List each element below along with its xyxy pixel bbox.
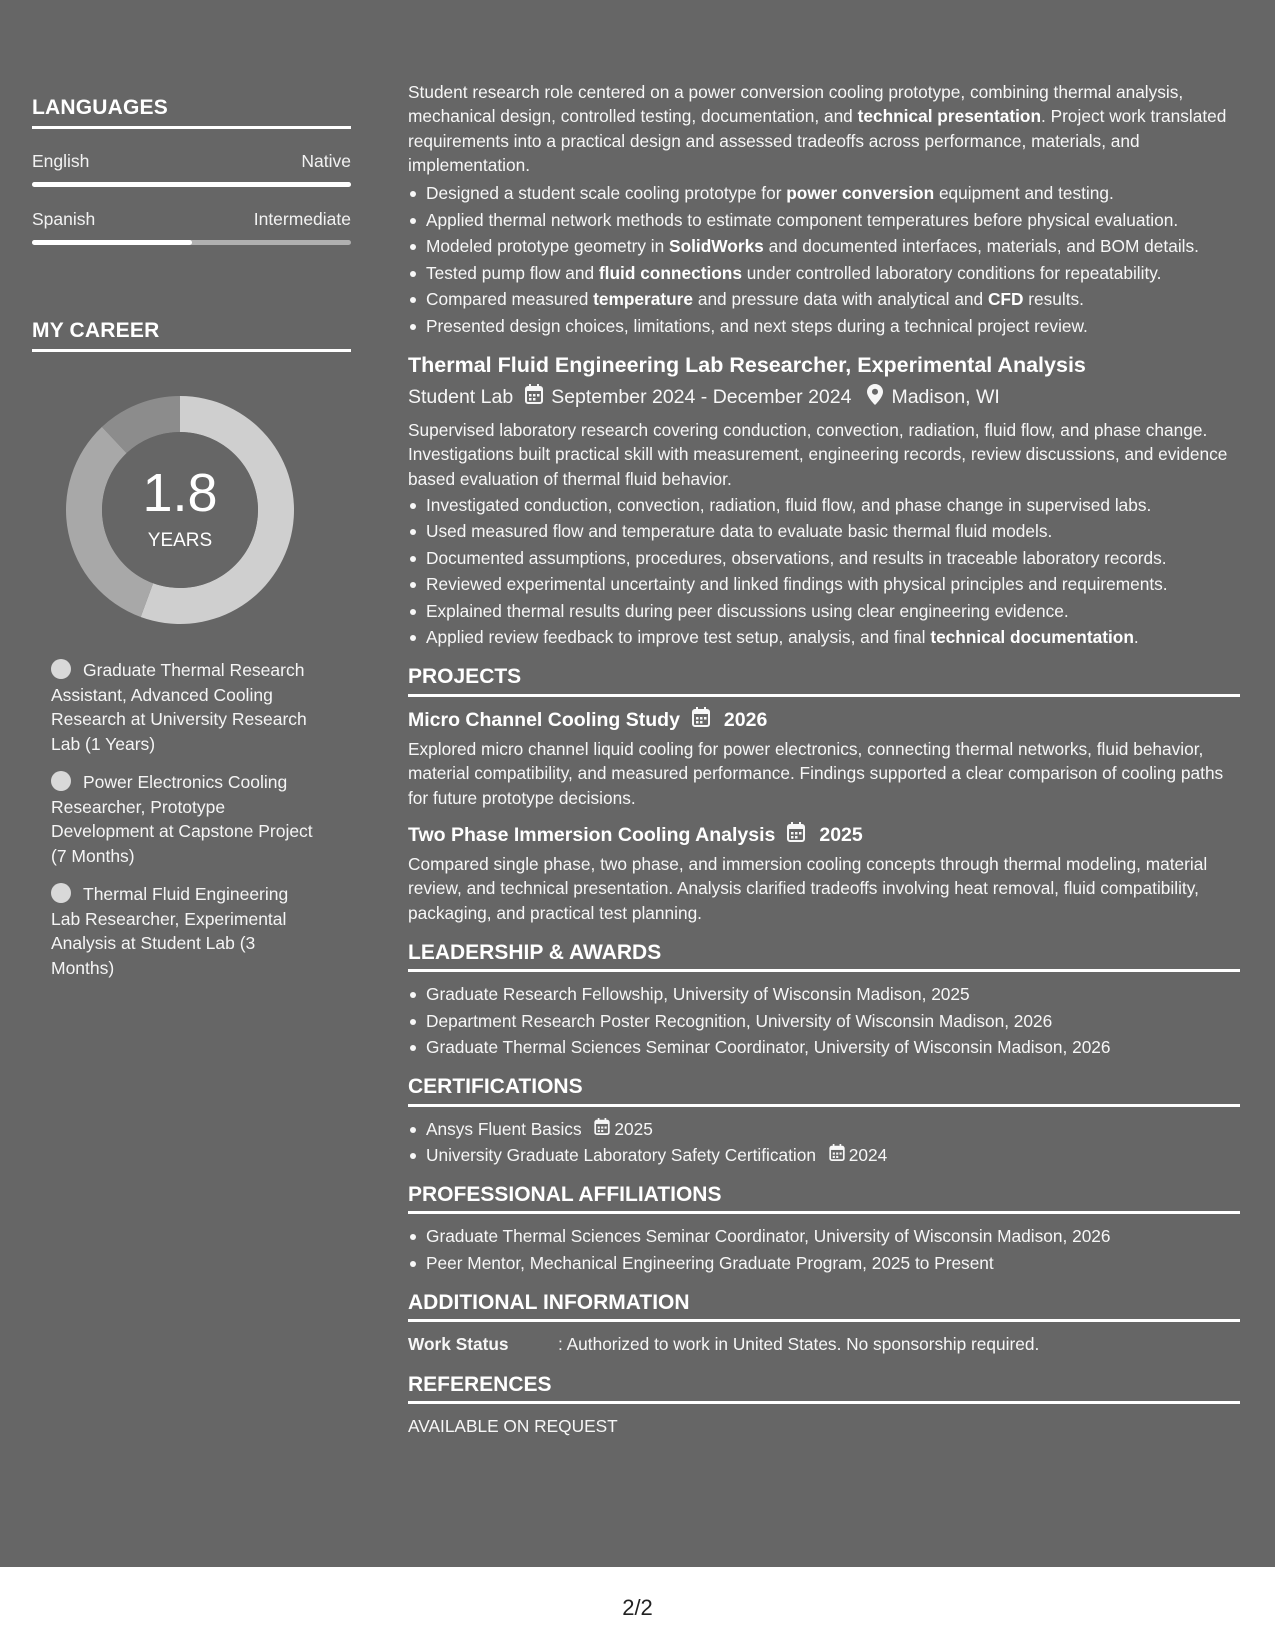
calendar-icon xyxy=(692,707,710,733)
job-bullet: Designed a student scale cooling prototype for power conversion equipment and testing. xyxy=(408,181,1240,205)
leadership-heading: LEADERSHIP & AWARDS xyxy=(408,941,1240,972)
certification-item xyxy=(408,1143,1240,1167)
job-bullets xyxy=(408,493,1240,650)
career-item-text: Graduate Thermal Research Assistant, Advanced Cooling Research at University Research Lab (1 Years) xyxy=(51,660,307,754)
job-bullet: Compared measured temperature and pressure data with analytical and CFD results. xyxy=(408,287,1240,311)
job-bullet: Modeled prototype geometry in SolidWorks and documented interfaces, materials, and BOM details. xyxy=(408,234,1240,258)
project-item xyxy=(408,707,1240,810)
language-bar-fill xyxy=(32,182,351,187)
language-bar xyxy=(32,240,351,245)
job-summary: Supervised laboratory research covering conduction, convection, radiation, fluid flow, and phase change. Investigations built practical skill with measurement, engineering records, review discussions, and evidence based evaluation of thermal fluid behavior. xyxy=(408,419,1228,489)
job-location: Madison, WI xyxy=(891,386,1000,409)
certification-name: Ansys Fluent Basics xyxy=(426,1118,582,1139)
career-item-text: Thermal Fluid Engineering Lab Researcher, Experimental Analysis at Student Lab (3 Months) xyxy=(51,884,289,978)
career-list xyxy=(32,658,351,980)
job-bullet: Documented assumptions, procedures, observations, and results in traceable laboratory records. xyxy=(408,546,1240,570)
calendar-icon xyxy=(594,1117,610,1141)
project-title: Two Phase Immersion Cooling Analysis xyxy=(408,823,776,846)
project-title: Micro Channel Cooling Study xyxy=(408,708,680,731)
language-level: Intermediate xyxy=(253,209,351,229)
certification-name: University Graduate Laboratory Safety Certification xyxy=(426,1145,816,1166)
certification-year: 2025 xyxy=(614,1118,653,1139)
job-bullets xyxy=(408,181,1240,338)
career-item xyxy=(51,882,321,980)
job-bullet: Used measured flow and temperature data to evaluate basic thermal fluid models. xyxy=(408,519,1240,543)
calendar-icon xyxy=(787,822,805,848)
career-donut-chart xyxy=(66,396,294,624)
job-company: Student Lab xyxy=(408,386,514,409)
calendar-icon xyxy=(525,384,543,410)
career-item xyxy=(51,770,321,868)
projects-heading: PROJECTS xyxy=(408,665,1240,696)
job-summary xyxy=(408,80,1240,177)
leadership-item: Department Research Poster Recognition, University of Wisconsin Madison, 2026 xyxy=(408,1009,1240,1033)
left-column xyxy=(32,96,351,994)
location-pin-icon xyxy=(867,384,883,411)
certification-item xyxy=(408,1117,1240,1141)
job-bullet: Applied thermal network methods to estimate component temperatures before physical evaluation. xyxy=(408,208,1240,232)
references-value: AVAILABLE ON REQUEST xyxy=(408,1415,618,1436)
project-description: Explored micro channel liquid cooling for power electronics, connecting thermal networks, fluid behavior, material compatibility, and measured performance. Findings supported a clear comparison of cooling paths for future prototype decisions. xyxy=(408,738,1224,808)
certifications-list xyxy=(408,1117,1240,1168)
work-status-row xyxy=(408,1332,1240,1356)
page-footer xyxy=(0,1567,1275,1650)
project-year: 2025 xyxy=(819,823,863,846)
leadership-item: Graduate Research Fellowship, University of Wisconsin Madison, 2025 xyxy=(408,982,1240,1006)
languages-heading: LANGUAGES xyxy=(32,96,351,129)
project-description: Compared single phase, two phase, and immersion cooling concepts through thermal modeling, material review, and technical presentation. Analysis clarified tradeoffs involving heat removal, fluid compatibility, packaging, and practical test planning. xyxy=(408,854,1208,923)
language-name: English xyxy=(32,151,90,171)
job-bullet: Reviewed experimental uncertainty and linked findings with physical principles and requirements. xyxy=(408,572,1240,596)
career-heading: MY CAREER xyxy=(32,319,351,352)
job-bullet: Tested pump flow and fluid connections under controlled laboratory conditions for repeatability. xyxy=(408,261,1240,285)
summary-bold: technical presentation xyxy=(857,106,1042,127)
page-number: 2/2 xyxy=(622,1595,653,1620)
job-title: Thermal Fluid Engineering Lab Researcher, Experimental Analysis xyxy=(408,352,1086,377)
language-name: Spanish xyxy=(32,209,96,229)
job-bullet: Presented design choices, limitations, and next steps during a technical project review. xyxy=(408,314,1240,338)
certification-year: 2024 xyxy=(848,1145,888,1166)
summary-text: Student research role centered on a power conversion cooling prototype, combining thermal analysis, mechanical design, controlled testing, documentation, and xyxy=(408,82,1184,127)
job-bullet: Applied review feedback to improve test setup, analysis, and final technical documentation. xyxy=(408,625,1240,649)
job-dates: September 2024 - December 2024 xyxy=(551,386,852,409)
additional-info-heading: ADDITIONAL INFORMATION xyxy=(408,1291,1240,1322)
affiliations-heading: PROFESSIONAL AFFILIATIONS xyxy=(408,1183,1240,1214)
right-column xyxy=(408,80,1240,1438)
career-dot-icon xyxy=(51,659,71,679)
language-bar-fill xyxy=(32,240,192,245)
affiliation-item: Peer Mentor, Mechanical Engineering Graduate Program, 2025 to Present xyxy=(408,1251,1240,1275)
language-item xyxy=(32,209,351,245)
language-level: Native xyxy=(301,151,351,171)
affiliations-list xyxy=(408,1224,1240,1275)
affiliation-item: Graduate Thermal Sciences Seminar Coordinator, University of Wisconsin Madison, 2026 xyxy=(408,1224,1240,1248)
career-item xyxy=(51,658,321,756)
work-status-label: Work Status xyxy=(408,1334,509,1355)
references-heading: REFERENCES xyxy=(408,1373,1240,1404)
work-status-value: : Authorized to work in United States. No sponsorship required. xyxy=(558,1334,1040,1355)
job-bullet: Investigated conduction, convection, radiation, fluid flow, and phase change in supervised labs. xyxy=(408,493,1240,517)
career-years-label: YEARS xyxy=(147,530,213,551)
leadership-item: Graduate Thermal Sciences Seminar Coordinator, University of Wisconsin Madison, 2026 xyxy=(408,1035,1240,1059)
certifications-heading: CERTIFICATIONS xyxy=(408,1075,1240,1106)
career-total-years: 1.8 xyxy=(142,463,218,523)
summary-text: . Project work translated requirements into a practical design and assessed tradeoffs across performance, materials, and implementation. xyxy=(408,106,1227,175)
career-item-text: Power Electronics Cooling Researcher, Prototype Development at Capstone Project (7 Months) xyxy=(51,772,313,866)
calendar-icon xyxy=(829,1143,845,1167)
project-item xyxy=(408,822,1240,925)
project-year: 2026 xyxy=(723,708,768,731)
career-dot-icon xyxy=(51,771,71,791)
language-item xyxy=(32,151,351,187)
leadership-list xyxy=(408,982,1240,1059)
career-dot-icon xyxy=(51,883,71,903)
job-meta xyxy=(408,384,1240,411)
job-bullet: Explained thermal results during peer discussions using clear engineering evidence. xyxy=(408,599,1240,623)
language-bar xyxy=(32,182,351,187)
